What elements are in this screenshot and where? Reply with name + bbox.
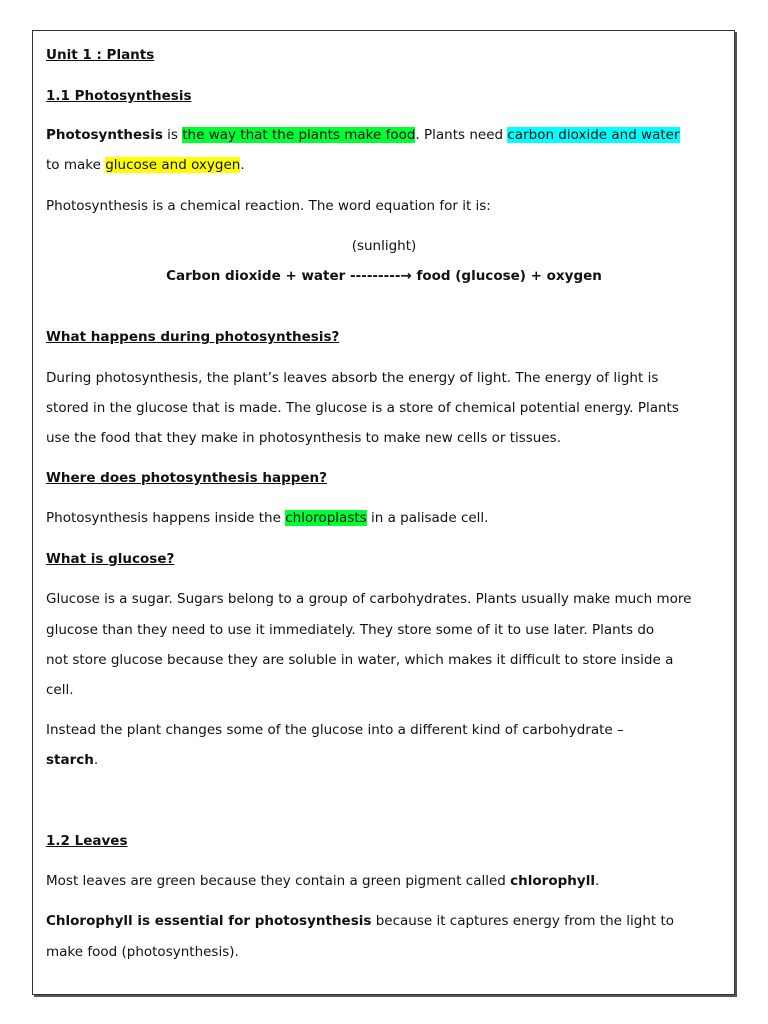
text: Photosynthesis happens inside the [46,510,286,526]
chlorophyll-essential: Chlorophyll is essential for photosynthesis [46,913,372,929]
text: . [594,873,600,889]
answer-what-happens-line3: use the food that they make in photosynthesis to make new cells or tissues. [46,430,561,446]
word-equation: Carbon dioxide + water ---------→ food (glucose) + oxygen [166,268,602,284]
answer-glucose-line2: glucose than they need to use it immediately. They store some of it to use later. Plants do [46,622,655,638]
highlight-products: glucose and oxygen [105,157,241,173]
answer-glucose-line1: Glucose is a sugar. Sugars belong to a group of carbohydrates. Plants usually make much more [46,591,692,607]
question-glucose: What is glucose? [46,551,175,567]
question-where: Where does photosynthesis happen? [46,470,327,486]
answer-glucose-line3: not store glucose because they are soluble in water, which makes it difficult to store inside a [46,652,674,668]
paragraph-definition-line1 [46,125,680,145]
answer-what-happens-line1: During photosynthesis, the plant’s leaves absorb the energy of light. The energy of light is [46,370,659,386]
text: to make [46,157,106,173]
text: . [93,752,99,768]
section-heading-leaves: 1.2 Leaves [46,833,128,849]
paragraph-reaction: Photosynthesis is a chemical reaction. The word equation for it is: [46,198,491,214]
text: because it captures energy from the light to [371,913,675,929]
text: . [240,157,245,173]
highlight-reactants: carbon dioxide and water [507,127,680,143]
text: . Plants need [415,127,508,143]
answer-what-happens-line2: stored in the glucose that is made. The glucose is a store of chemical potential energy. Plants [46,400,679,416]
text: in a palisade cell. [366,510,489,526]
term-photosynthesis: Photosynthesis [46,127,163,143]
paragraph-leaves [46,871,599,891]
unit-title: Unit 1 : Plants [46,47,155,63]
equation-condition: (sunlight) [351,238,417,254]
section-heading-photosynthesis: 1.1 Photosynthesis [46,88,192,104]
answer-glucose-line4: cell. [46,682,74,698]
paragraph-chlorophyll-line2: make food (photosynthesis). [46,944,239,960]
answer-where [46,508,488,528]
term-chlorophyll: chlorophyll [510,873,595,889]
paragraph-chlorophyll-line1 [46,911,674,931]
paragraph-definition-line2 [46,155,245,175]
text: is [162,127,183,143]
paragraph-starch-line1: Instead the plant changes some of the glucose into a different kind of carbohydrate – [46,722,624,738]
text: Most leaves are green because they contain a green pigment called [46,873,511,889]
term-starch: starch [46,752,94,768]
paragraph-starch-line2 [46,750,98,770]
question-what-happens: What happens during photosynthesis? [46,329,340,345]
highlight-chloroplasts: chloroplasts [285,510,367,526]
highlight-definition: the way that the plants make food [182,127,416,143]
